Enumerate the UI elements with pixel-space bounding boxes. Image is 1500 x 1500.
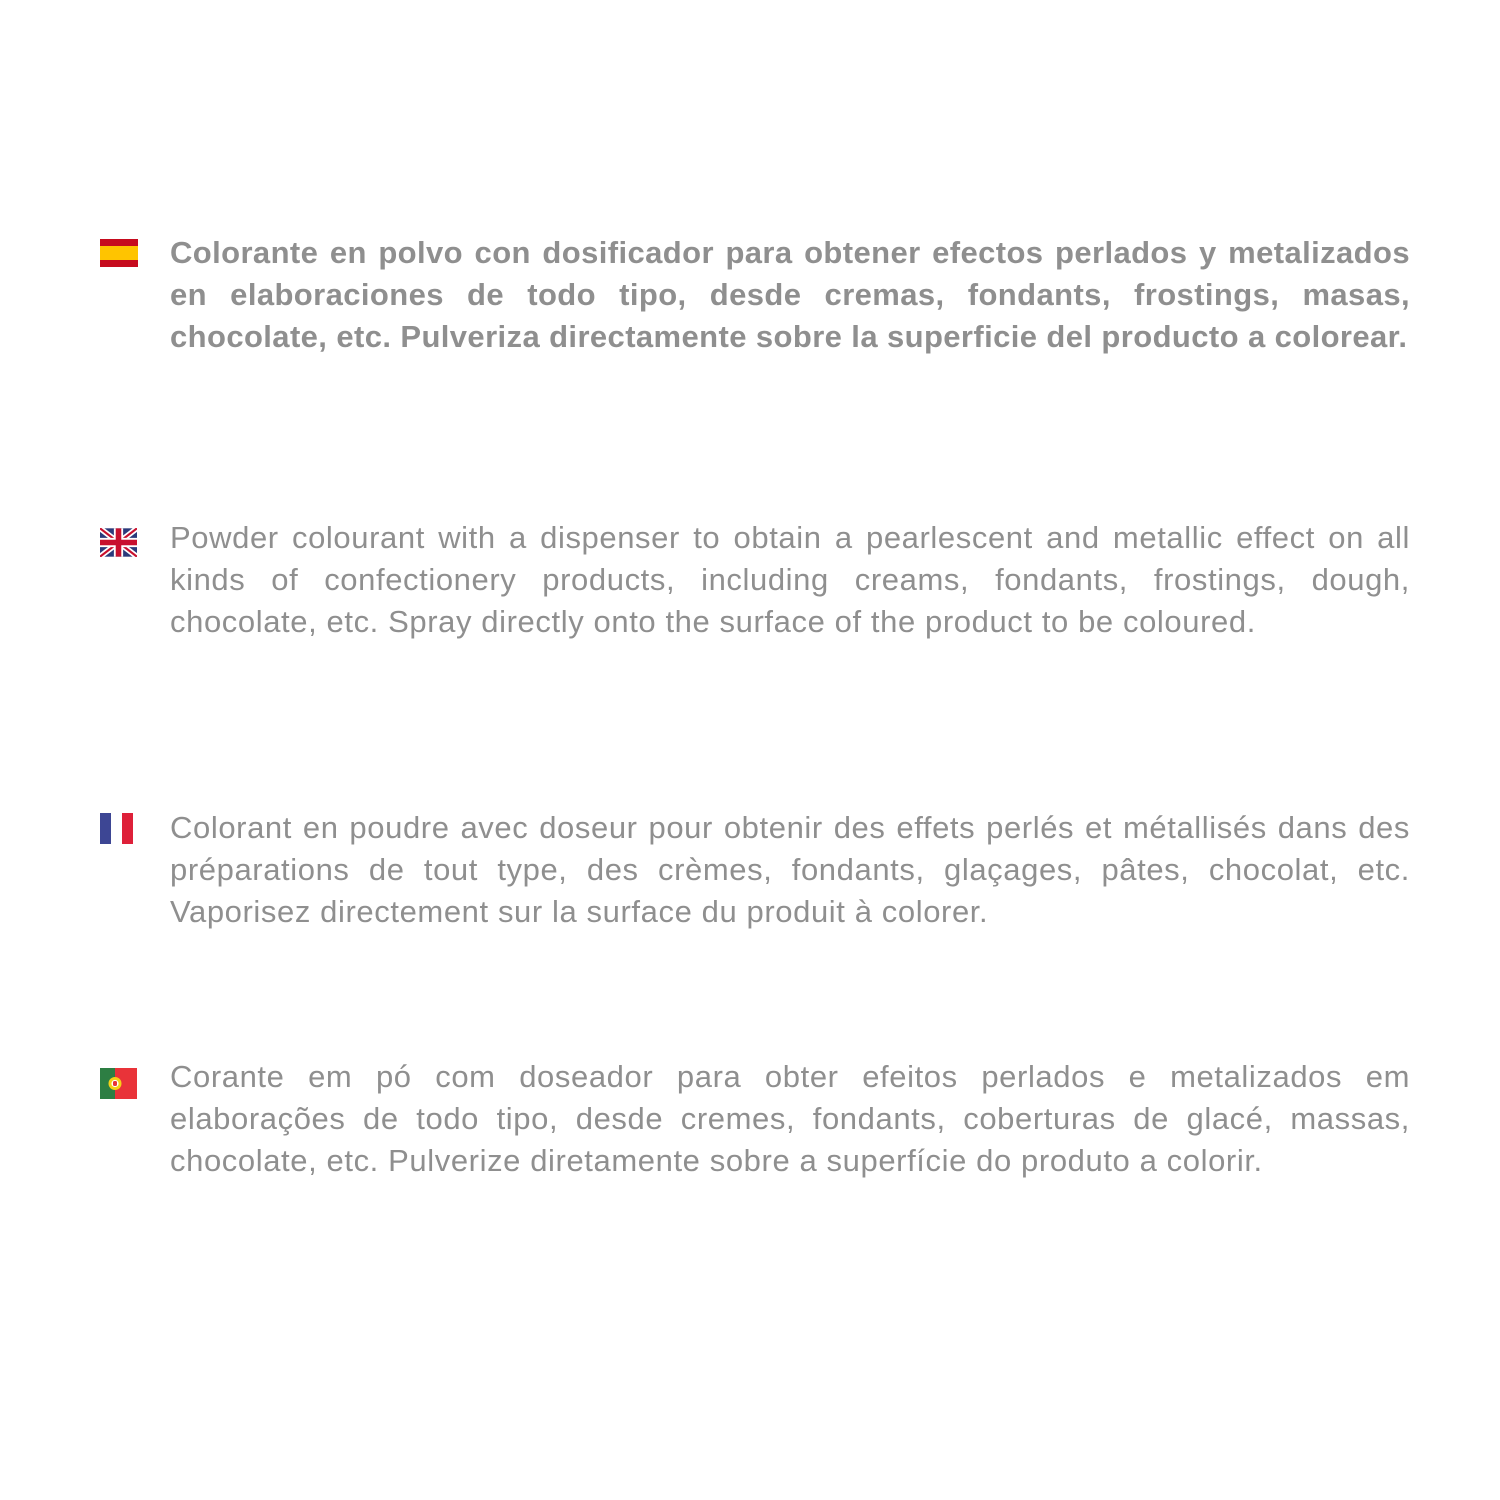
description-portuguese: Corante em pó com doseador para obter efeitos perlados e metalizados em elaborações de todo tipo, desde cremes, fondants, coberturas de glacé, massas, chocolate, etc. Pulverize diretamente sobre a superfície do produto a colorir. bbox=[170, 1059, 1410, 1178]
uk-flag-icon bbox=[100, 528, 137, 557]
description-spanish: Colorante en polvo con dosificador para obtener efectos perlados y metalizados en elaboraciones de todo tipo, desde cremas, fondants, frostings, masas, chocolate, etc. Pulveriza directamente sobre la superficie del producto a colorear. bbox=[170, 235, 1410, 354]
portugal-flag-icon bbox=[100, 1068, 137, 1099]
france-flag-icon bbox=[100, 813, 133, 844]
description-english: Powder colourant with a dispenser to obtain a pearlescent and metallic effect on all kinds of confectionery products, including creams, fondants, frostings, dough, chocolate, etc. Spray directly onto the surface of the product to be coloured. bbox=[170, 520, 1410, 639]
spain-flag-icon bbox=[100, 239, 138, 267]
description-french: Colorant en poudre avec doseur pour obtenir des effets perlés et métallisés dans des préparations de tout type, des crèmes, fondants, glaçages, pâtes, chocolat, etc. Vaporisez directement sur la surface du produit à colorer. bbox=[170, 810, 1410, 929]
